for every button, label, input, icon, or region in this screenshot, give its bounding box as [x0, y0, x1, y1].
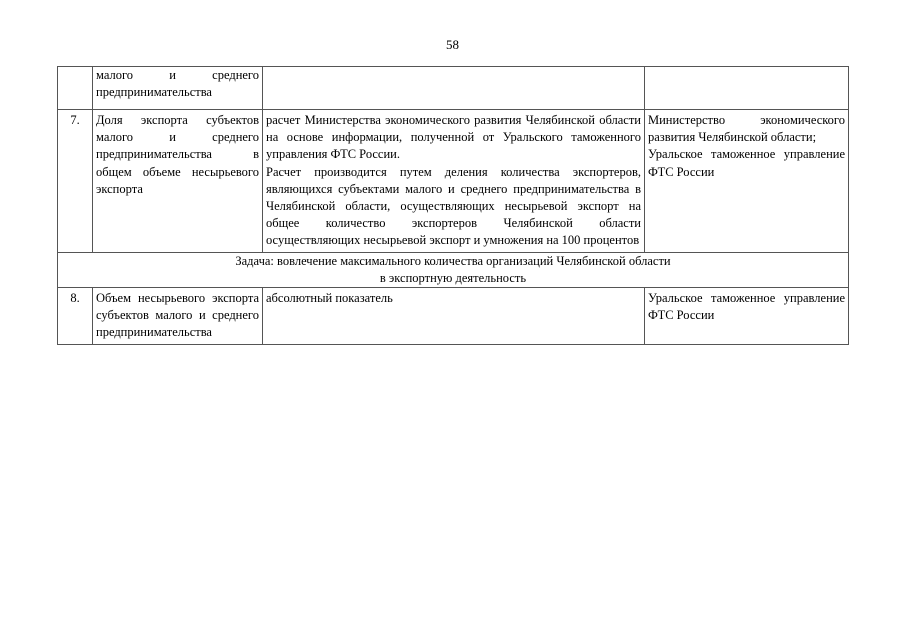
source-paragraph: Министерство экономического развития Челябинской области;: [648, 113, 845, 145]
indicators-table: [57, 66, 849, 345]
table-row-continued: [58, 67, 849, 110]
source-paragraph: Уральское таможенное управление ФТС России: [648, 147, 845, 179]
row-number-cell: 8.: [58, 288, 93, 345]
calculation-method-cell: [263, 110, 645, 253]
data-source-cell: [645, 110, 849, 253]
task-heading-line: в экспортную деятельность: [379, 270, 527, 285]
calculation-method-cell: [263, 67, 645, 110]
task-heading-cell: [58, 252, 849, 287]
calculation-method-cell: абсолютный показатель: [263, 288, 645, 345]
page-number: 58: [446, 37, 459, 52]
row-number-cell: [58, 67, 93, 110]
table-row-8: [58, 288, 849, 345]
data-source-cell: Уральское таможенное управление ФТС России: [645, 288, 849, 345]
method-paragraph: Расчет производится путем деления количества экспортеров, являющихся субъектами малого и среднего предпринимательства в Челябинской области, осуществляющих несырьевой экспорт на общее количество экспортеров Челябинской области осуществляющих несырьевой экспорт и умножения на 100 процентов: [266, 164, 641, 248]
table-row-task: [58, 252, 849, 287]
method-paragraph: расчет Министерства экономического развития Челябинской области на основе информации, полученной от Уральского таможенного управления ФТС России.: [266, 113, 641, 162]
indicator-name-cell: Доля экспорта субъектов малого и среднего предпринимательства в общем объеме несырьевого экспорта: [93, 110, 263, 253]
data-source-cell: [645, 67, 849, 110]
indicator-name-cell: малого и среднего предпринимательства: [93, 67, 263, 110]
task-heading-line: Задача: вовлечение максимального количества организаций Челябинской области: [235, 253, 671, 268]
indicator-name-cell: Объем несырьевого экспорта субъектов малого и среднего предпринимательства: [93, 288, 263, 345]
row-number-cell: 7.: [58, 110, 93, 253]
table-row-7: [58, 110, 849, 253]
